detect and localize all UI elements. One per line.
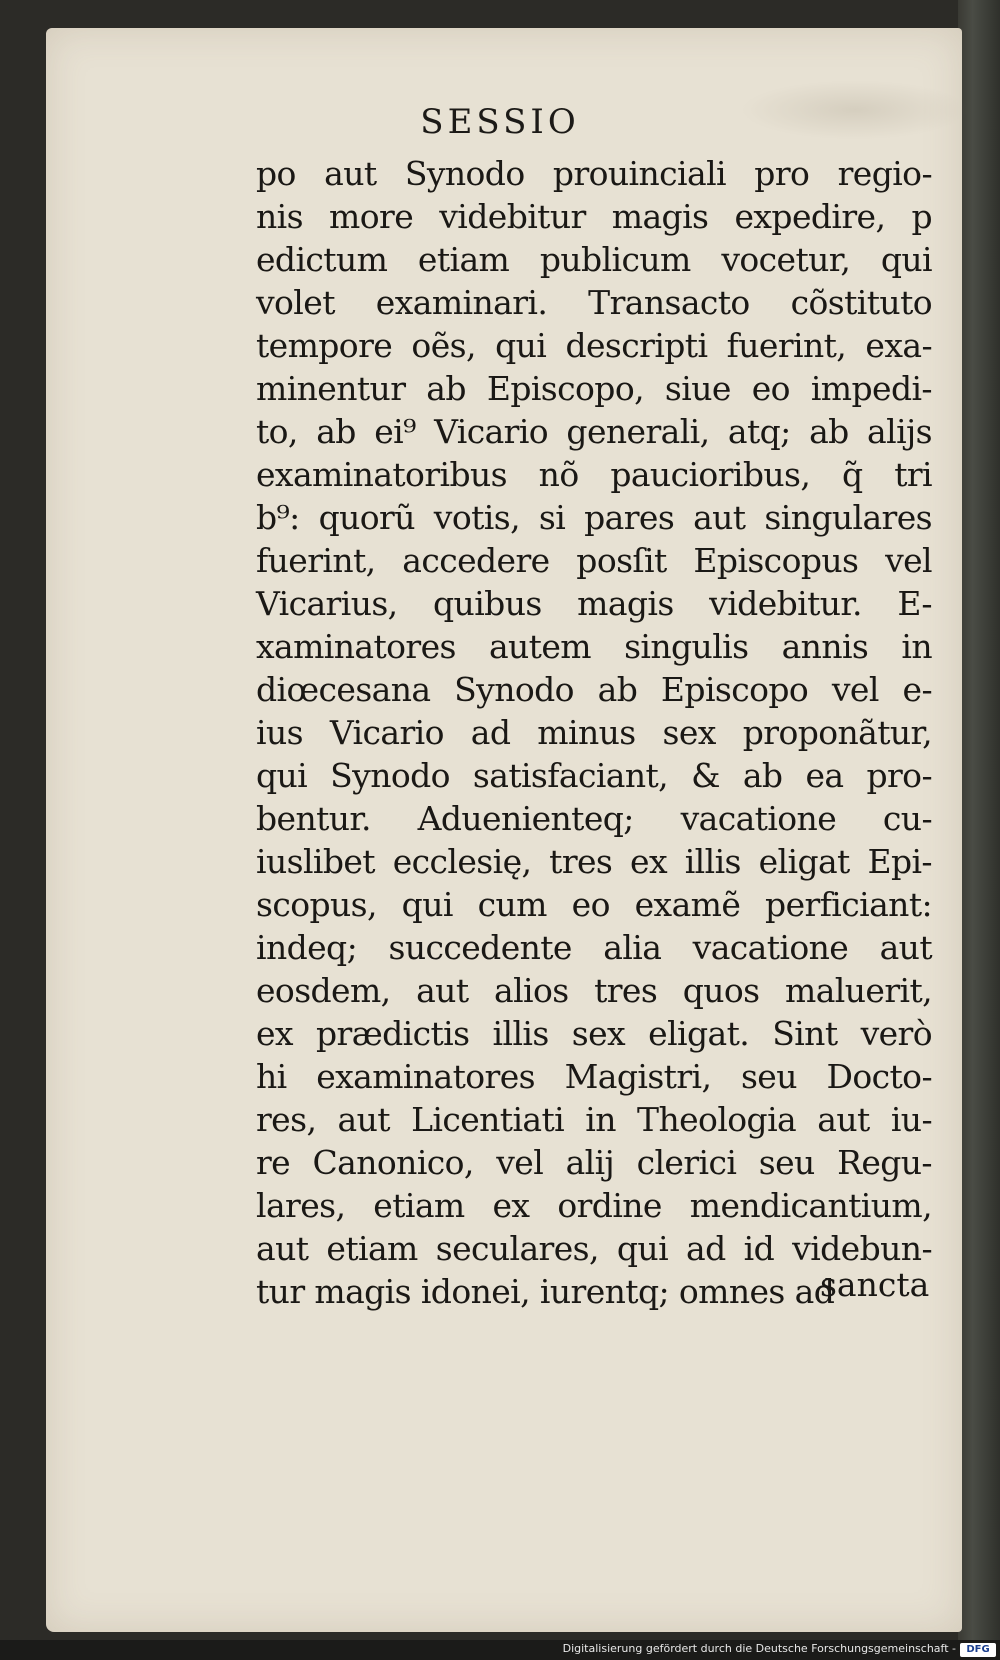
text-line: edictum etiam publicum vocetur, qui: [256, 240, 932, 279]
text-line: bentur. Aduenienteq; vacatione cu-: [256, 799, 932, 838]
digitization-credit: Digitalisierung gefördert durch die Deutsche Forschungsgemeinschaft -: [562, 1642, 956, 1655]
text-line: ius Vicario ad minus sex proponãtur,: [256, 713, 932, 752]
text-line: minentur ab Episcopo, siue eo impedi-: [256, 369, 932, 408]
text-line: scopus, qui cum eo examẽ perficiant:: [256, 885, 932, 924]
text-line: res, aut Licentiati in Theologia aut iu-: [256, 1100, 932, 1139]
text-line: fuerint, accedere posſit Episcopus vel: [256, 541, 932, 580]
catchword: sancta: [820, 1265, 930, 1304]
text-line: volet examinari. Transacto cõstituto: [256, 283, 932, 322]
text-line: tur magis idonei, iurentq; omnes ad: [256, 1272, 835, 1311]
dfg-logo-icon: DFG: [960, 1643, 996, 1657]
text-line: hi examinatores Magistri, seu Docto-: [256, 1057, 932, 1096]
text-line: iuslibet ecclesię, tres ex illis eligat Epi-: [256, 842, 932, 881]
text-line: tempore oẽs, qui descripti fuerint, exa-: [256, 326, 932, 365]
text-line: aut etiam seculares, qui ad id videbun-: [256, 1229, 932, 1268]
text-line: re Canonico, vel alij clerici seu Regu-: [256, 1143, 932, 1182]
text-line: xaminatores autem singulis annis in: [256, 627, 932, 666]
text-line: nis more videbitur magis expedire, p: [256, 197, 932, 236]
text-line: diœcesana Synodo ab Episcopo vel e-: [256, 670, 932, 709]
text-line: b⁹: quorũ votis, si pares aut singulares: [256, 498, 932, 537]
text-line: indeq; succedente alia vacatione aut: [256, 928, 932, 967]
body-text: [256, 152, 932, 1313]
book-cover-edge: [958, 0, 1000, 1660]
text-line: lares, etiam ex ordine mendicantium,: [256, 1186, 932, 1225]
text-line: examinatoribus nõ paucioribus, q̃ tri: [256, 455, 932, 494]
text-line: to, ab ei⁹ Vicario generali, atq; ab alijs: [256, 412, 932, 451]
text-line: po aut Synodo prouinciali pro regio-: [256, 154, 932, 193]
show-through-bleed: [740, 80, 970, 140]
text-line: eosdem, aut alios tres quos maluerit,: [256, 971, 932, 1010]
running-head: SESSIO: [420, 102, 580, 142]
text-line: qui Synodo satisfaciant, & ab ea pro-: [256, 756, 932, 795]
text-line: ex prædictis illis sex eligat. Sint verò: [256, 1014, 932, 1053]
text-line: Vicarius, quibus magis videbitur. E-: [256, 584, 932, 623]
